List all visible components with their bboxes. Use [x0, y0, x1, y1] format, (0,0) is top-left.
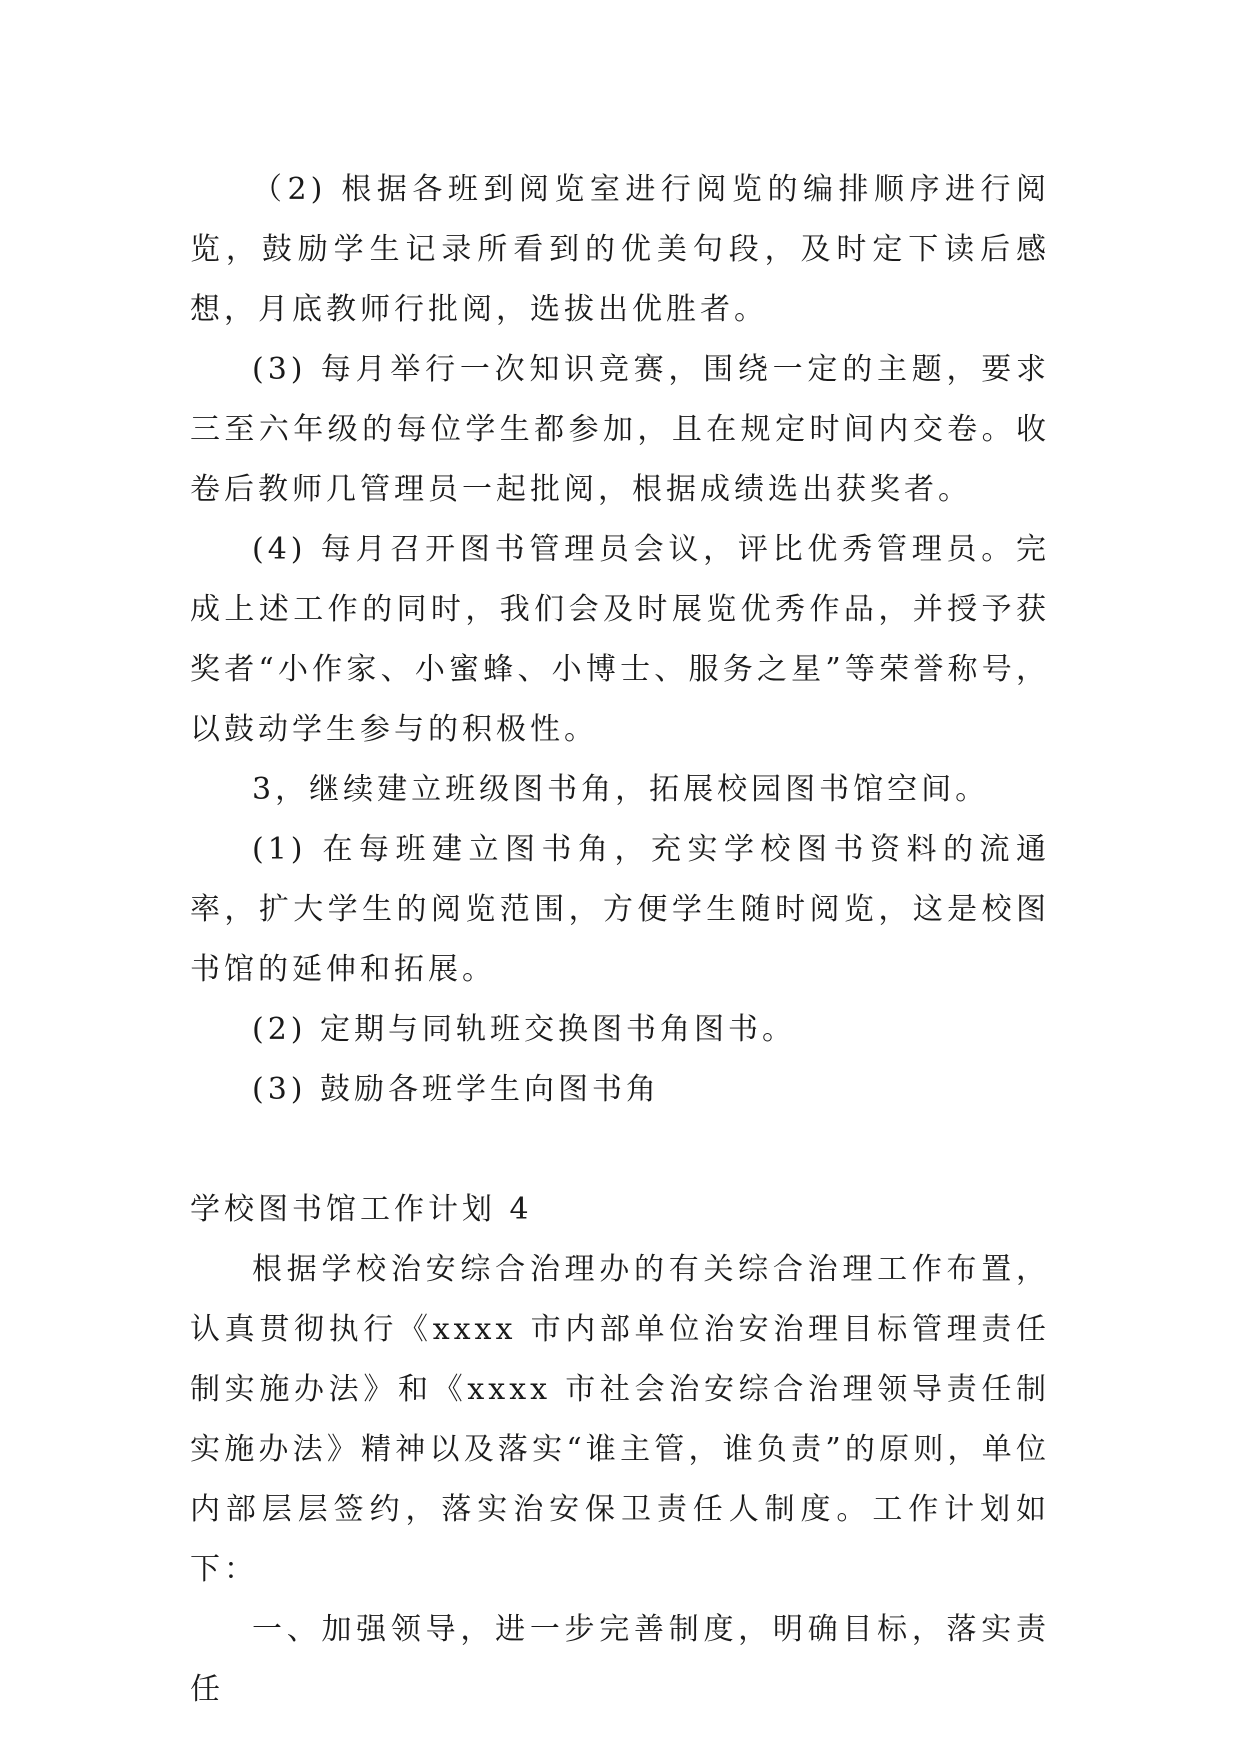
paragraph: (2) 定期与同轨班交换图书角图书。: [252, 1012, 797, 1047]
paragraph: (1) 在每班建立图书角，充实学校图书资料的流通率，扩大学生的阅览范围，方便学生随时阅览，这是校图书馆的延伸和拓展。: [190, 832, 1050, 987]
paragraph: （2) 根据各班到阅览室进行阅览的编排顺序进行阅览，鼓励学生记录所看到的优美句段，及时定下读后感想，月底教师行批阅，选拔出优胜者。: [190, 172, 1050, 327]
paragraph: (4) 每月召开图书管理员会议，评比优秀管理员。完成上述工作的同时，我们会及时展览优秀作品，并授予获奖者“小作家、小蜜蜂、小博士、服务之星”等荣誉称号，以鼓动学生参与的积极性。: [190, 532, 1050, 747]
paragraph: 根据学校治安综合治理办的有关综合治理工作布置，认真贯彻执行《xxxx 市内部单位治安治理目标管理责任制实施办法》和《xxxx 市社会治安综合治理领导责任制实施办法》精神以及落实“谁主管，谁负责”的原则，单位内部层层签约，落实治安保卫责任人制度。工作计划如下：: [190, 1252, 1050, 1587]
paragraph: (3) 鼓励各班学生向图书角: [252, 1072, 661, 1107]
paragraph: 3，继续建立班级图书角，拓展校园图书馆空间。: [252, 772, 990, 807]
paragraph: (3) 每月举行一次知识竞赛，围绕一定的主题，要求三至六年级的每位学生都参加，且在规定时间内交卷。收卷后教师几管理员一起批阅，根据成绩选出获奖者。: [190, 352, 1050, 507]
section-title: 学校图书馆工作计划 4: [190, 1192, 533, 1227]
paragraph: 一、加强领导，进一步完善制度，明确目标，落实责任: [190, 1612, 1050, 1707]
document-body: [190, 160, 1050, 1720]
